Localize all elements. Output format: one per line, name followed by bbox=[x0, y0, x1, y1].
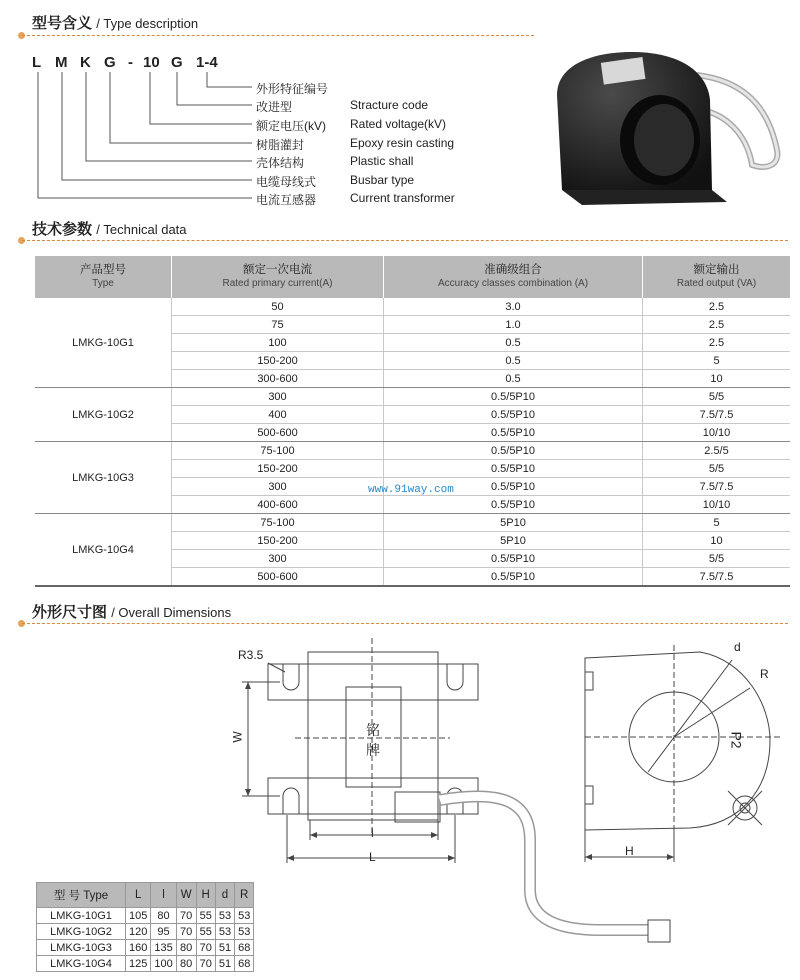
cell: 0.5 bbox=[384, 352, 643, 370]
cell: LMKG-10G2 bbox=[37, 924, 126, 940]
meaning-cn-1: 改进型 bbox=[256, 100, 293, 114]
cell: 400 bbox=[172, 406, 384, 424]
meaning-cn-6: 电流互感器 bbox=[256, 193, 317, 207]
cell: 68 bbox=[235, 940, 254, 956]
cell: 150-200 bbox=[172, 460, 384, 478]
code-letter-k: K bbox=[80, 54, 91, 71]
cell: 0.5/5P10 bbox=[384, 406, 643, 424]
cell: 53 bbox=[235, 908, 254, 924]
cell: 55 bbox=[196, 924, 215, 940]
cell: 0.5/5P10 bbox=[384, 568, 643, 587]
cell: 0.5/5P10 bbox=[384, 550, 643, 568]
col-header-type: 型 号 Type bbox=[37, 883, 126, 908]
meaning-en-2: Rated voltage(kV) bbox=[350, 117, 447, 131]
cell: 0.5/5P10 bbox=[384, 460, 643, 478]
label-l-big: L bbox=[369, 850, 376, 864]
cell: 0.5/5P10 bbox=[384, 442, 643, 460]
cell: 5P10 bbox=[384, 532, 643, 550]
cell: LMKG-10G3 bbox=[37, 940, 126, 956]
code-letter-g2: G bbox=[171, 54, 183, 71]
cell: 5 bbox=[643, 514, 791, 532]
table-row bbox=[35, 442, 790, 460]
col-header-type: 产品型号 Type bbox=[35, 256, 172, 298]
cell: 75-100 bbox=[172, 514, 384, 532]
cell: 10/10 bbox=[643, 424, 791, 442]
meaning-cn-5: 电缆母线式 bbox=[256, 175, 317, 189]
table-header-row bbox=[37, 883, 254, 908]
label-h: H bbox=[625, 844, 634, 858]
cell: 1.0 bbox=[384, 316, 643, 334]
cell: 125 bbox=[126, 956, 151, 972]
cell: 500-600 bbox=[172, 568, 384, 587]
col-header-w: W bbox=[176, 883, 196, 908]
code-dash: - bbox=[128, 54, 133, 71]
cell: 5/5 bbox=[643, 388, 791, 406]
meaning-cn-4: 壳体结构 bbox=[256, 156, 305, 170]
cell: 300 bbox=[172, 388, 384, 406]
code-shape-number: 1-4 bbox=[196, 54, 218, 71]
col-header-d: d bbox=[215, 883, 234, 908]
product-photo bbox=[552, 40, 792, 210]
meaning-en-1: Stracture code bbox=[350, 98, 429, 112]
technical-data-table bbox=[35, 256, 790, 587]
cell: 105 bbox=[126, 908, 151, 924]
cell: 5/5 bbox=[643, 460, 791, 478]
cell: 55 bbox=[196, 908, 215, 924]
table-row bbox=[37, 908, 254, 924]
cell: 135 bbox=[151, 940, 176, 956]
label-d: d bbox=[734, 640, 741, 654]
cell: 2.5 bbox=[643, 334, 791, 352]
meaning-en-5: Busbar type bbox=[350, 173, 415, 187]
table-header-row bbox=[35, 256, 790, 298]
cell: 0.5/5P10 bbox=[384, 478, 643, 496]
meaning-cn-0: 外形特征编号 bbox=[256, 82, 329, 96]
cell: 53 bbox=[235, 924, 254, 940]
type-cell: LMKG-10G2 bbox=[35, 388, 172, 442]
cell: 0.5 bbox=[384, 334, 643, 352]
type-cell: LMKG-10G4 bbox=[35, 514, 172, 587]
cell: 3.0 bbox=[384, 298, 643, 316]
cell: 300-600 bbox=[172, 370, 384, 388]
cell: 51 bbox=[215, 940, 234, 956]
cell: 68 bbox=[235, 956, 254, 972]
cell: 0.5/5P10 bbox=[384, 496, 643, 514]
section-divider bbox=[22, 240, 788, 241]
table-row bbox=[35, 298, 790, 316]
cell: 7.5/7.5 bbox=[643, 478, 791, 496]
section-title-type-description: 型号含义 / Type description bbox=[32, 15, 199, 32]
cell: 5 bbox=[643, 352, 791, 370]
cell: 150-200 bbox=[172, 352, 384, 370]
cell: 0.5/5P10 bbox=[384, 388, 643, 406]
cell: 51 bbox=[215, 956, 234, 972]
cell: 70 bbox=[196, 940, 215, 956]
label-r: R bbox=[760, 667, 769, 681]
cell: 75 bbox=[172, 316, 384, 334]
cell: 7.5/7.5 bbox=[643, 406, 791, 424]
label-w: W bbox=[230, 731, 245, 743]
meaning-cn-2: 额定电压(kV) bbox=[256, 119, 326, 133]
code-letter-m: M bbox=[55, 54, 68, 71]
type-cell: LMKG-10G1 bbox=[35, 298, 172, 388]
cell: 80 bbox=[176, 940, 196, 956]
label-p2: P2 bbox=[728, 731, 745, 749]
cell: 120 bbox=[126, 924, 151, 940]
col-header-l-big: L bbox=[126, 883, 151, 908]
cell: 10 bbox=[643, 532, 791, 550]
cell: 7.5/7.5 bbox=[643, 568, 791, 587]
cell: 80 bbox=[151, 908, 176, 924]
cell: 50 bbox=[172, 298, 384, 316]
cell: 53 bbox=[215, 908, 234, 924]
cell: 80 bbox=[176, 956, 196, 972]
code-letter-g: G bbox=[104, 54, 116, 71]
type-cell: LMKG-10G3 bbox=[35, 442, 172, 514]
table-row bbox=[35, 514, 790, 532]
cell: 160 bbox=[126, 940, 151, 956]
cell: 70 bbox=[196, 956, 215, 972]
table-row bbox=[37, 940, 254, 956]
col-header-r: R bbox=[235, 883, 254, 908]
col-header-l-small: l bbox=[151, 883, 176, 908]
label-l-small: l bbox=[371, 826, 374, 840]
cell: 300 bbox=[172, 550, 384, 568]
cell: 75-100 bbox=[172, 442, 384, 460]
dimensions-table bbox=[36, 882, 254, 972]
meaning-en-6: Current transformer bbox=[350, 191, 455, 205]
cell: 70 bbox=[176, 908, 196, 924]
label-r35: R3.5 bbox=[238, 648, 264, 662]
cell: 0.5/5P10 bbox=[384, 424, 643, 442]
cell: 95 bbox=[151, 924, 176, 940]
cell: 150-200 bbox=[172, 532, 384, 550]
section-title-overall-dimensions: 外形尺寸图 / Overall Dimensions bbox=[32, 604, 232, 621]
cell: 53 bbox=[215, 924, 234, 940]
cell: 100 bbox=[151, 956, 176, 972]
cell: 500-600 bbox=[172, 424, 384, 442]
code-letter-l: L bbox=[32, 54, 42, 71]
cell: 2.5 bbox=[643, 316, 791, 334]
nameplate-label: 铭 牌 bbox=[366, 722, 380, 758]
cell: LMKG-10G4 bbox=[37, 956, 126, 972]
section-title-technical-data: 技术参数 / Technical data bbox=[32, 221, 187, 238]
cell: 10 bbox=[643, 370, 791, 388]
meaning-en-3: Epoxy resin casting bbox=[350, 136, 455, 150]
col-header-h: H bbox=[196, 883, 215, 908]
col-header-output: 额定输出 Rated output (VA) bbox=[643, 256, 791, 298]
cell: 300 bbox=[172, 478, 384, 496]
meaning-cn-3: 树脂灌封 bbox=[256, 138, 305, 152]
cell: 5/5 bbox=[643, 550, 791, 568]
cell: 2.5/5 bbox=[643, 442, 791, 460]
cell: LMKG-10G1 bbox=[37, 908, 126, 924]
table-row bbox=[37, 956, 254, 972]
meaning-en-4: Plastic shall bbox=[350, 154, 414, 168]
cell: 400-600 bbox=[172, 496, 384, 514]
cell: 5P10 bbox=[384, 514, 643, 532]
col-header-accuracy: 准确级组合 Accuracy classes combination (A) bbox=[384, 256, 643, 298]
col-header-primary-current: 额定一次电流 Rated primary current(A) bbox=[172, 256, 384, 298]
cell: 10/10 bbox=[643, 496, 791, 514]
watermark-text: www.91way.com bbox=[368, 484, 454, 496]
table-row bbox=[37, 924, 254, 940]
type-code-leader-lines bbox=[0, 0, 260, 210]
section-divider bbox=[22, 623, 788, 624]
cell: 70 bbox=[176, 924, 196, 940]
code-voltage: 10 bbox=[143, 54, 160, 71]
cell: 100 bbox=[172, 334, 384, 352]
cell: 0.5 bbox=[384, 370, 643, 388]
cell: 2.5 bbox=[643, 298, 791, 316]
table-row bbox=[35, 388, 790, 406]
